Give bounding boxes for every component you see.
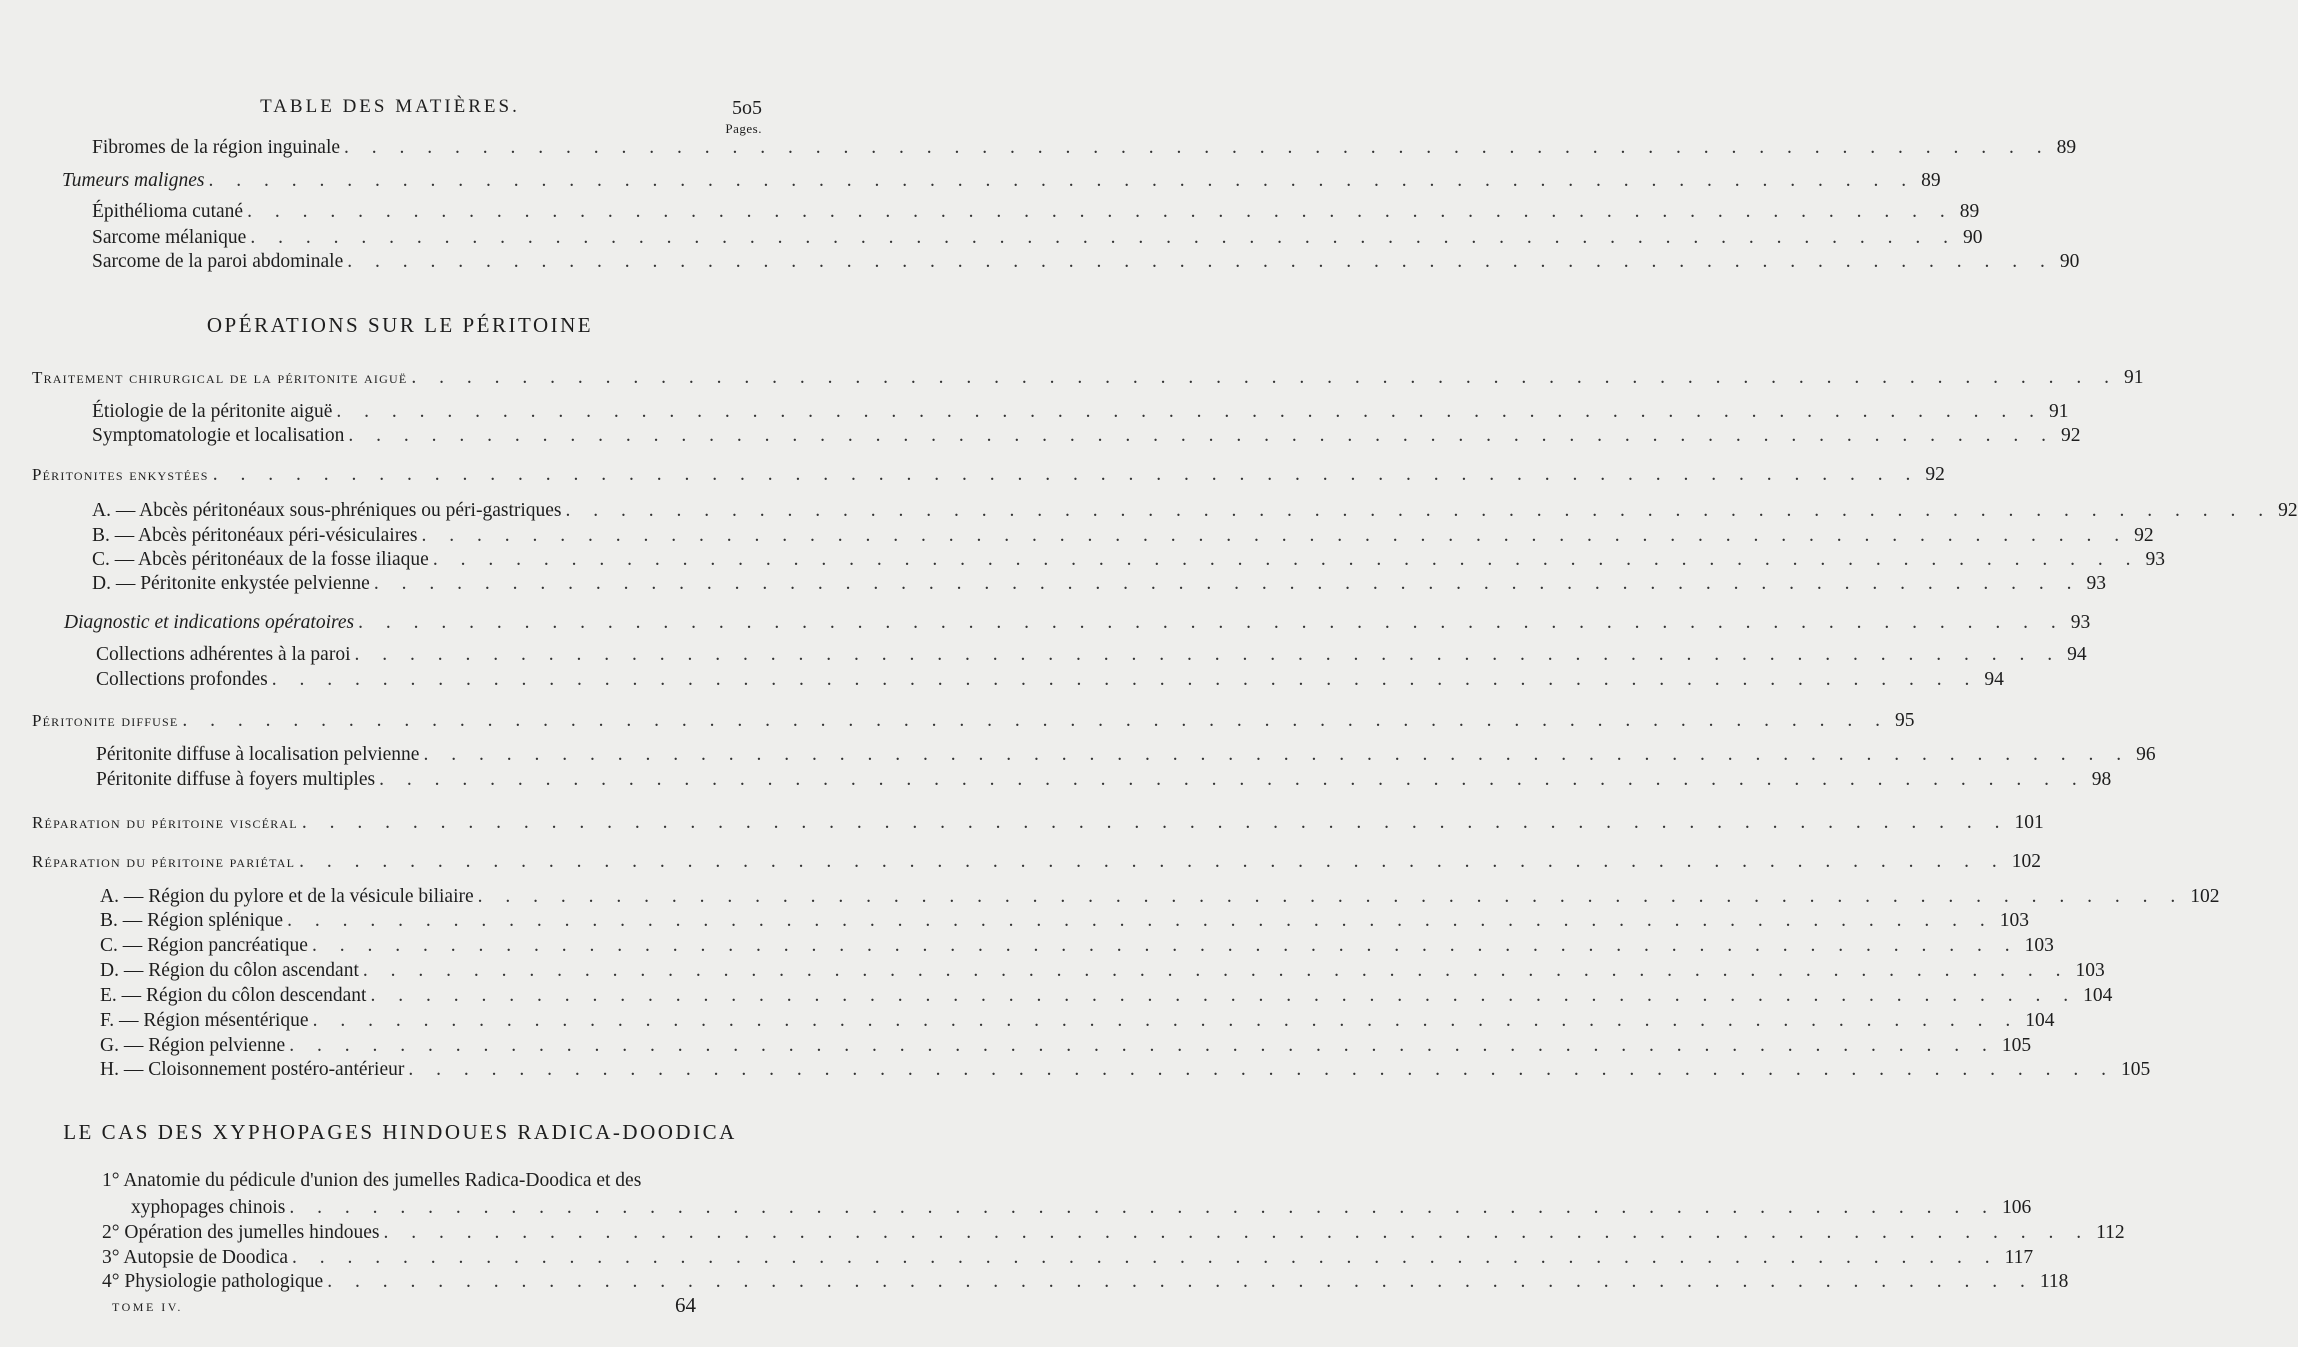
toc-entry: D. — Péritonite enkystée pelvienne . . . . . . . . . . . . . . . . . . . . . . . . . . . . . . . . . . . . . . . . . . . . . . . . . . . . . . . . . . . . . . 93 — [92, 573, 2106, 594]
toc-entry: Symptomatologie et localisation . . . . . . . . . . . . . . . . . . . . . . . . . . . . . . . . . . . . . . . . . . . . . . . . . . . . . . . . . . . . . . 92 — [92, 425, 2081, 446]
toc-entry: Tumeurs malignes . . . . . . . . . . . . . . . . . . . . . . . . . . . . . . . . . . . . . . . . . . . . . . . . . . . . . . . . . . . . . . 89 — [62, 170, 1941, 191]
toc-entry: F. — Région mésentérique . . . . . . . . . . . . . . . . . . . . . . . . . . . . . . . . . . . . . . . . . . . . . . . . . . . . . . . . . . . . . . 104 — [100, 1010, 2055, 1031]
toc-entry: B. — Région splénique . . . . . . . . . . . . . . . . . . . . . . . . . . . . . . . . . . . . . . . . . . . . . . . . . . . . . . . . . . . . . . 103 — [100, 910, 2029, 931]
section-heading: OPÉRATIONS SUR LE PÉRITOINE — [206, 313, 594, 337]
section-heading: LE CAS DES XYPHOPAGES HINDOUES RADICA-DOODICA — [63, 1120, 737, 1144]
toc-entry: Péritonites enkystées . . . . . . . . . . . . . . . . . . . . . . . . . . . . . . . . . . . . . . . . . . . . . . . . . . . . . . . . . . . . . . 92 — [32, 464, 1945, 485]
toc-entry-first-line: 1° Anatomie du pédicule d'union des jumelles Radica-Doodica et des — [102, 1170, 642, 1191]
toc-entry: Sarcome de la paroi abdominale . . . . . . . . . . . . . . . . . . . . . . . . . . . . . . . . . . . . . . . . . . . . . . . . . . . . . . . . . . . . . . 90 — [92, 251, 2080, 272]
toc-entry: E. — Région du côlon descendant . . . . . . . . . . . . . . . . . . . . . . . . . . . . . . . . . . . . . . . . . . . . . . . . . . . . . . . . . . . . . . 104 — [100, 985, 2113, 1006]
toc-entry: H. — Cloisonnement postéro-antérieur . . . . . . . . . . . . . . . . . . . . . . . . . . . . . . . . . . . . . . . . . . . . . . . . . . . . . . . . . . . . . . 105 — [100, 1059, 2151, 1080]
toc-entry: Collections adhérentes à la paroi . . . . . . . . . . . . . . . . . . . . . . . . . . . . . . . . . . . . . . . . . . . . . . . . . . . . . . . . . . . . . . 94 — [96, 644, 2087, 665]
toc-entry: A. — Abcès péritonéaux sous-phréniques ou péri-gastriques . . . . . . . . . . . . . . . . . . . . . . . . . . . . . . . . . . . . . . . . . . . . . . . . . . . . . . . . . . . . . . 92 — [92, 500, 2298, 521]
toc-entry: 3° Autopsie de Doodica . . . . . . . . . . . . . . . . . . . . . . . . . . . . . . . . . . . . . . . . . . . . . . . . . . . . . . . . . . . . . . 117 — [102, 1247, 2034, 1268]
toc-entry: Réparation du péritoine pariétal . . . . . . . . . . . . . . . . . . . . . . . . . . . . . . . . . . . . . . . . . . . . . . . . . . . . . . . . . . . . . . 102 — [32, 851, 2041, 872]
toc-entry: xyphopages chinois . . . . . . . . . . . . . . . . . . . . . . . . . . . . . . . . . . . . . . . . . . . . . . . . . . . . . . . . . . . . . . 106 — [131, 1197, 2032, 1218]
toc-entry: Épithélioma cutané . . . . . . . . . . . . . . . . . . . . . . . . . . . . . . . . . . . . . . . . . . . . . . . . . . . . . . . . . . . . . . 89 — [92, 201, 1980, 222]
toc-entry: B. — Abcès péritonéaux péri-vésiculaires . . . . . . . . . . . . . . . . . . . . . . . . . . . . . . . . . . . . . . . . . . . . . . . . . . . . . . . . . . . . . . 92 — [92, 525, 2154, 546]
toc-entry: Diagnostic et indications opératoires . . . . . . . . . . . . . . . . . . . . . . . . . . . . . . . . . . . . . . . . . . . . . . . . . . . . . . . . . . . . . . 93 — [64, 612, 2091, 633]
toc-entry: Réparation du péritoine viscéral . . . . . . . . . . . . . . . . . . . . . . . . . . . . . . . . . . . . . . . . . . . . . . . . . . . . . . . . . . . . . . 101 — [32, 812, 2044, 833]
toc-entry: Fibromes de la région inguinale . . . . . . . . . . . . . . . . . . . . . . . . . . . . . . . . . . . . . . . . . . . . . . . . . . . . . . . . . . . . . . 89 — [92, 137, 2077, 158]
toc-entry: D. — Région du côlon ascendant . . . . . . . . . . . . . . . . . . . . . . . . . . . . . . . . . . . . . . . . . . . . . . . . . . . . . . . . . . . . . . 103 — [100, 960, 2105, 981]
toc-entry: Péritonite diffuse . . . . . . . . . . . . . . . . . . . . . . . . . . . . . . . . . . . . . . . . . . . . . . . . . . . . . . . . . . . . . . 95 — [32, 710, 1915, 731]
toc-entry: 2° Opération des jumelles hindoues . . . . . . . . . . . . . . . . . . . . . . . . . . . . . . . . . . . . . . . . . . . . . . . . . . . . . . . . . . . . . . 112 — [102, 1222, 2125, 1243]
footer-volume: TOME IV. — [112, 1300, 183, 1314]
toc-entry: C. — Région pancréatique . . . . . . . . . . . . . . . . . . . . . . . . . . . . . . . . . . . . . . . . . . . . . . . . . . . . . . . . . . . . . . 103 — [100, 935, 2054, 956]
toc-entry: G. — Région pelvienne . . . . . . . . . . . . . . . . . . . . . . . . . . . . . . . . . . . . . . . . . . . . . . . . . . . . . . . . . . . . . . 105 — [100, 1035, 2032, 1056]
toc-entry: Sarcome mélanique . . . . . . . . . . . . . . . . . . . . . . . . . . . . . . . . . . . . . . . . . . . . . . . . . . . . . . . . . . . . . . 90 — [92, 227, 1983, 248]
toc-entry: Collections profondes . . . . . . . . . . . . . . . . . . . . . . . . . . . . . . . . . . . . . . . . . . . . . . . . . . . . . . . . . . . . . . 94 — [96, 669, 2004, 690]
page-number: 5o5 — [732, 97, 762, 119]
toc-entry: Péritonite diffuse à localisation pelvienne . . . . . . . . . . . . . . . . . . . . . . . . . . . . . . . . . . . . . . . . . . . . . . . . . . . . . . . . . . . . . . 96 — [96, 744, 2156, 765]
toc-entry: A. — Région du pylore et de la vésicule biliaire . . . . . . . . . . . . . . . . . . . . . . . . . . . . . . . . . . . . . . . . . . . . . . . . . . . . . . . . . . . . . . 102 — [100, 886, 2220, 907]
toc-entry: Péritonite diffuse à foyers multiples . . . . . . . . . . . . . . . . . . . . . . . . . . . . . . . . . . . . . . . . . . . . . . . . . . . . . . . . . . . . . . 98 — [96, 769, 2112, 790]
pages-column-label: Pages. — [725, 121, 762, 136]
footer-signature: 64 — [675, 1293, 696, 1317]
toc-entry: 4° Physiologie pathologique . . . . . . . . . . . . . . . . . . . . . . . . . . . . . . . . . . . . . . . . . . . . . . . . . . . . . . . . . . . . . . 118 — [102, 1271, 2069, 1292]
toc-entry: C. — Abcès péritonéaux de la fosse iliaque . . . . . . . . . . . . . . . . . . . . . . . . . . . . . . . . . . . . . . . . . . . . . . . . . . . . . . . . . . . . . . 93 — [92, 549, 2165, 570]
toc-entry: Étiologie de la péritonite aiguë . . . . . . . . . . . . . . . . . . . . . . . . . . . . . . . . . . . . . . . . . . . . . . . . . . . . . . . . . . . . . . 91 — [92, 401, 2069, 422]
toc-entry: Traitement chirurgical de la péritonite aiguë . . . . . . . . . . . . . . . . . . . . . . . . . . . . . . . . . . . . . . . . . . . . . . . . . . . . . . . . . . . . . . 91 — [32, 367, 2144, 388]
running-header-title: TABLE DES MATIÈRES. — [260, 96, 520, 117]
